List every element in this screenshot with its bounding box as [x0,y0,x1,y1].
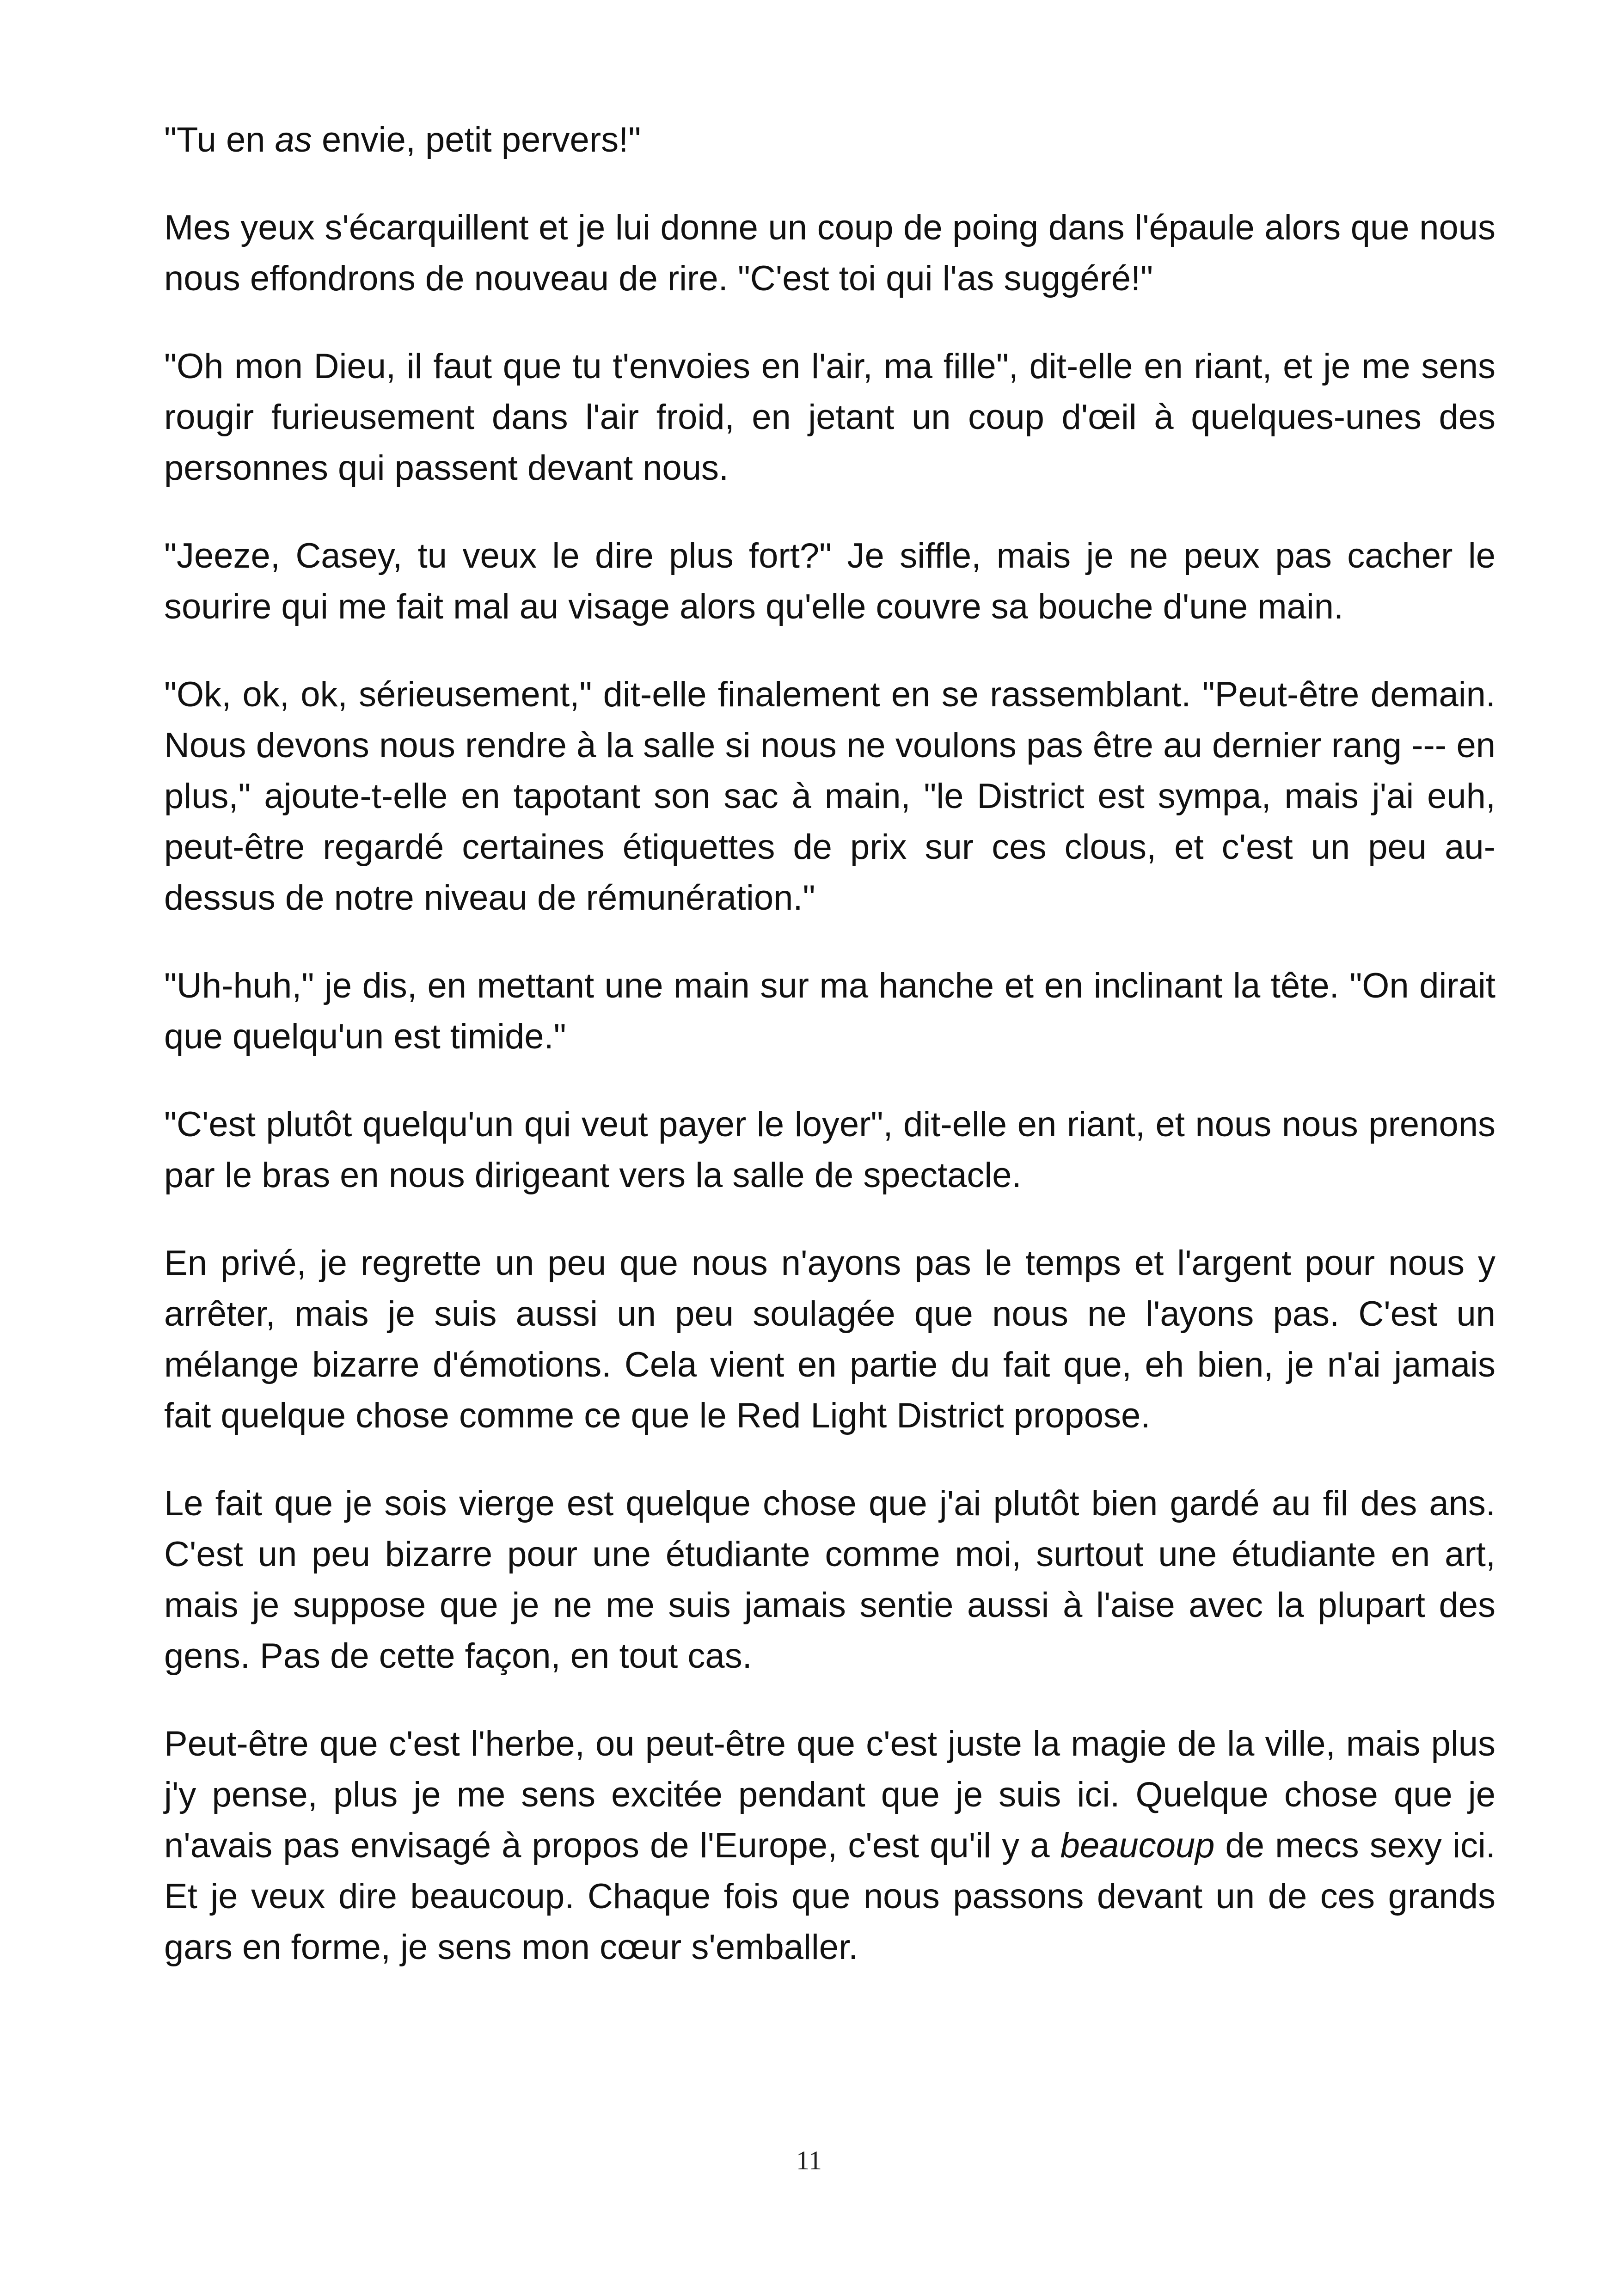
text-run: Mes yeux s'écarquillent et je lui donne un coup de poing dans l'épaule alors que nous nous effondrons de nouveau de rire. "C'est toi qui l'as suggéré!" [164,208,1495,298]
text-run: "Oh mon Dieu, il faut que tu t'envoies en l'air, ma fille", dit-elle en riant, et je me sens rougir furieusement dans l'air froid, en jetant un coup d'œil à quelques-unes des personnes qui passent devant nous. [164,347,1495,488]
text-run: Le fait que je sois vierge est quelque chose que j'ai plutôt bien gardé au fil des ans. C'est un peu bizarre pour une étudiante comme moi, surtout une étudiante en art, mais je suppose que je ne me suis jamais sentie aussi à l'aise avec la plupart des gens. Pas de cette façon, en tout cas. [164,1484,1495,1676]
text-run: "Uh-huh," je dis, en mettant une main sur ma hanche et en inclinant la tête. "On dirait que quelqu'un est timide." [164,966,1495,1056]
paragraph [164,961,1495,1062]
paragraph [164,1478,1495,1682]
paragraph [164,669,1495,924]
text-run: "Jeeze, Casey, tu veux le dire plus fort?" Je siffle, mais je ne peux pas cacher le sourire qui me fait mal au visage alors qu'elle couvre sa bouche d'une main. [164,536,1495,626]
text-run: "C'est plutôt quelqu'un qui veut payer le loyer", dit-elle en riant, et nous nous prenons par le bras en nous dirigeant vers la salle de spectacle. [164,1105,1495,1195]
paragraph [164,202,1495,304]
paragraph [164,1238,1495,1441]
paragraph [164,531,1495,632]
paragraph [164,1099,1495,1201]
paragraph [164,341,1495,494]
italic-text-run: beaucoup [1060,1826,1215,1865]
text-run: Peut-être que c'est l'herbe, ou peut-être que c'est juste la magie de la ville, mais plus j'y pense, plus je me sens excitée pendant que je suis ici. Quelque chose que je n'avais pas envisagé à propos de l'Europe, c'est qu'il y a [164,1724,1495,1865]
text-run: En privé, je regrette un peu que nous n'ayons pas le temps et l'argent pour nous y arrêter, mais je suis aussi un peu soulagée que nous ne l'ayons pas. C'est un mélange bizarre d'émotions. Cela vient en partie du fait que, eh bien, je n'ai jamais fait quelque chose comme ce que le Red Light District propose. [164,1243,1495,1435]
text-run: de mecs sexy ici. Et je veux dire beaucoup. Chaque fois que nous passons devant un de ces grands gars en forme, je sens mon cœur s'emballer. [164,1826,1495,1967]
paragraph [164,1719,1495,1973]
paragraph [164,115,1495,165]
text-run: "Ok, ok, ok, sérieusement," dit-elle finalement en se rassemblant. "Peut-être demain. Nous devons nous rendre à la salle si nous ne voulons pas être au dernier rang --- en plus," ajoute-t-elle en tapotant son sac à main, "le District est sympa, mais j'ai euh, peut-être regardé certaines étiquettes de prix sur ces clous, et c'est un peu au-dessus de notre niveau de rémunération." [164,675,1495,918]
text-run: envie, petit pervers!" [312,120,641,159]
text-body [164,115,1495,2010]
page-number: 11 [796,2145,822,2175]
italic-text-run: as [275,120,312,159]
text-run: "Tu en [164,120,275,159]
